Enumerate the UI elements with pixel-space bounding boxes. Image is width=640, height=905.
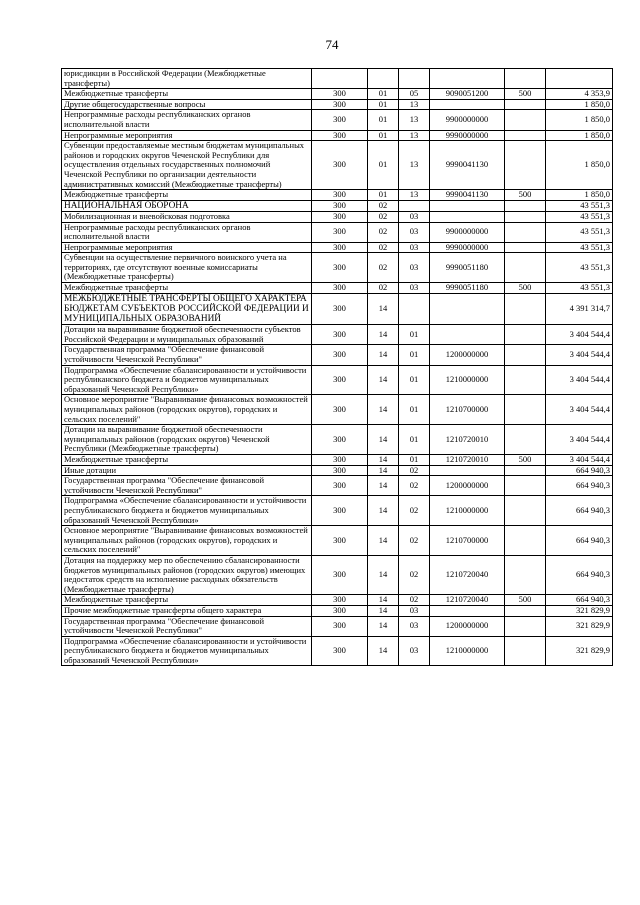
table-row [62, 130, 613, 141]
table-row [62, 89, 613, 100]
row-amount: 664 940,3 [546, 476, 613, 496]
row-target-article: 1210720010 [430, 425, 505, 455]
row-expense-type [505, 395, 546, 425]
table-row [62, 211, 613, 222]
row-name: Дотации на выравнивание бюджетной обеспеченности муниципальных районов (городских округов) Чеченской Республики (Межбюджетные трансферты) [62, 425, 312, 455]
table-row [62, 345, 613, 365]
row-section-code: 01 [368, 130, 399, 141]
row-expense-type [505, 141, 546, 190]
row-section-code: 14 [368, 605, 399, 616]
row-amount: 1 850,0 [546, 110, 613, 130]
row-ved-code: 300 [312, 190, 368, 201]
row-ved-code: 300 [312, 616, 368, 636]
row-section-code: 02 [368, 211, 399, 222]
row-subsection-code: 02 [399, 476, 430, 496]
row-subsection-code: 03 [399, 242, 430, 253]
row-section-code: 14 [368, 476, 399, 496]
table-row [62, 242, 613, 253]
row-target-article [430, 69, 505, 89]
row-expense-type [505, 476, 546, 496]
row-amount: 664 940,3 [546, 595, 613, 606]
row-ved-code: 300 [312, 455, 368, 466]
row-section-code: 14 [368, 526, 399, 556]
row-ved-code: 300 [312, 130, 368, 141]
row-name: Непрограммные мероприятия [62, 242, 312, 253]
row-name: Государственная программа "Обеспечение финансовой устойчивости Чеченской Республики" [62, 345, 312, 365]
row-expense-type: 500 [505, 190, 546, 201]
row-section-code: 14 [368, 595, 399, 606]
row-section-code: 02 [368, 200, 399, 211]
row-name: Основное мероприятие "Выравнивание финансовых возможностей муниципальных районов (городских округов), городских и сельских поселений" [62, 526, 312, 556]
row-subsection-code: 13 [399, 141, 430, 190]
row-target-article [430, 465, 505, 476]
row-section-code: 02 [368, 222, 399, 242]
row-amount: 43 551,3 [546, 200, 613, 211]
row-section-code: 14 [368, 496, 399, 526]
row-ved-code: 300 [312, 395, 368, 425]
row-ved-code: 300 [312, 110, 368, 130]
row-name: НАЦИОНАЛЬНАЯ ОБОРОНА [62, 200, 312, 211]
row-ved-code: 300 [312, 99, 368, 110]
row-section-code: 02 [368, 253, 399, 283]
row-target-article: 9900000000 [430, 110, 505, 130]
row-ved-code: 300 [312, 595, 368, 606]
row-ved-code: 300 [312, 636, 368, 666]
row-amount: 1 850,0 [546, 141, 613, 190]
row-name: Непрограммные расходы республиканских органов исполнительной власти [62, 222, 312, 242]
row-subsection-code: 13 [399, 190, 430, 201]
row-expense-type [505, 222, 546, 242]
row-subsection-code: 03 [399, 211, 430, 222]
row-section-code: 14 [368, 455, 399, 466]
row-name: Межбюджетные трансферты [62, 595, 312, 606]
row-ved-code: 300 [312, 211, 368, 222]
row-name: Подпрограмма «Обеспечение сбалансированности и устойчивости республиканского бюджета и бюджетов муниципальных образований Чеченской Республики» [62, 636, 312, 666]
table-row [62, 636, 613, 666]
row-expense-type [505, 200, 546, 211]
row-target-article: 1210000000 [430, 496, 505, 526]
row-ved-code: 300 [312, 242, 368, 253]
table-row [62, 595, 613, 606]
row-section-code: 01 [368, 141, 399, 190]
row-subsection-code [399, 69, 430, 89]
row-subsection-code: 02 [399, 555, 430, 594]
row-ved-code: 300 [312, 496, 368, 526]
row-expense-type: 500 [505, 89, 546, 100]
row-subsection-code: 03 [399, 222, 430, 242]
row-amount [546, 69, 613, 89]
row-section-code: 14 [368, 365, 399, 395]
row-section-code: 14 [368, 616, 399, 636]
row-subsection-code: 03 [399, 283, 430, 294]
row-target-article: 1210700000 [430, 526, 505, 556]
row-target-article: 1200000000 [430, 345, 505, 365]
row-amount: 43 551,3 [546, 283, 613, 294]
row-section-code [368, 69, 399, 89]
row-target-article: 1210000000 [430, 636, 505, 666]
row-section-code: 14 [368, 465, 399, 476]
row-amount: 3 404 544,4 [546, 345, 613, 365]
row-ved-code: 300 [312, 526, 368, 556]
row-name: Иные дотации [62, 465, 312, 476]
budget-table [61, 68, 613, 666]
row-expense-type [505, 526, 546, 556]
table-row [62, 222, 613, 242]
row-subsection-code: 03 [399, 253, 430, 283]
row-amount: 4 391 314,7 [546, 293, 613, 325]
budget-rows [62, 69, 613, 666]
row-amount: 664 940,3 [546, 496, 613, 526]
table-row [62, 141, 613, 190]
row-expense-type: 500 [505, 595, 546, 606]
row-ved-code: 300 [312, 89, 368, 100]
row-subsection-code: 01 [399, 425, 430, 455]
row-ved-code: 300 [312, 345, 368, 365]
row-subsection-code: 01 [399, 345, 430, 365]
row-amount: 4 353,9 [546, 89, 613, 100]
row-subsection-code: 03 [399, 605, 430, 616]
row-target-article: 9990051180 [430, 283, 505, 294]
row-ved-code: 300 [312, 200, 368, 211]
row-section-code: 14 [368, 395, 399, 425]
row-amount: 1 850,0 [546, 130, 613, 141]
row-ved-code: 300 [312, 222, 368, 242]
row-ved-code: 300 [312, 476, 368, 496]
row-name: Мобилизационная и вневойсковая подготовка [62, 211, 312, 222]
row-expense-type [505, 69, 546, 89]
row-expense-type [505, 616, 546, 636]
row-target-article: 1200000000 [430, 616, 505, 636]
row-expense-type [505, 555, 546, 594]
row-amount: 1 850,0 [546, 190, 613, 201]
row-ved-code: 300 [312, 605, 368, 616]
row-amount: 3 404 544,4 [546, 395, 613, 425]
row-expense-type [505, 605, 546, 616]
table-row [62, 283, 613, 294]
row-expense-type [505, 211, 546, 222]
row-amount: 43 551,3 [546, 242, 613, 253]
row-name: Основное мероприятие "Выравнивание финансовых возможностей муниципальных районов (городских округов), городских и сельских поселений" [62, 395, 312, 425]
row-amount: 43 551,3 [546, 222, 613, 242]
table-row [62, 110, 613, 130]
table-row [62, 365, 613, 395]
row-amount: 1 850,0 [546, 99, 613, 110]
page-number: 74 [325, 37, 339, 52]
row-subsection-code [399, 200, 430, 211]
row-name: Подпрограмма «Обеспечение сбалансированности и устойчивости республиканского бюджета и бюджетов муниципальных образований Чеченской Республики» [62, 365, 312, 395]
row-amount: 664 940,3 [546, 555, 613, 594]
row-expense-type [505, 242, 546, 253]
row-section-code: 01 [368, 190, 399, 201]
table-row [62, 190, 613, 201]
table-row [62, 616, 613, 636]
row-amount: 321 829,9 [546, 605, 613, 616]
row-target-article: 9990000000 [430, 130, 505, 141]
table-row [62, 526, 613, 556]
row-section-code: 02 [368, 283, 399, 294]
row-section-code: 14 [368, 293, 399, 325]
row-subsection-code: 01 [399, 325, 430, 345]
row-target-article: 9990051180 [430, 253, 505, 283]
table-row [62, 555, 613, 594]
row-name: Государственная программа "Обеспечение финансовой устойчивости Чеченской Республики" [62, 476, 312, 496]
row-subsection-code: 05 [399, 89, 430, 100]
table-row [62, 395, 613, 425]
row-expense-type [505, 130, 546, 141]
row-expense-type [505, 325, 546, 345]
row-target-article: 9090051200 [430, 89, 505, 100]
row-name: Межбюджетные трансферты [62, 89, 312, 100]
row-target-article [430, 211, 505, 222]
row-expense-type [505, 465, 546, 476]
row-amount: 3 404 544,4 [546, 455, 613, 466]
row-target-article: 1210720040 [430, 555, 505, 594]
table-row [62, 293, 613, 325]
row-section-code: 01 [368, 89, 399, 100]
table-row [62, 455, 613, 466]
table-row [62, 200, 613, 211]
table-row [62, 325, 613, 345]
row-name: Другие общегосударственные вопросы [62, 99, 312, 110]
row-amount: 43 551,3 [546, 253, 613, 283]
row-section-code: 02 [368, 242, 399, 253]
row-ved-code: 300 [312, 425, 368, 455]
row-target-article: 9990041130 [430, 141, 505, 190]
row-ved-code: 300 [312, 253, 368, 283]
row-target-article [430, 325, 505, 345]
row-name: Непрограммные расходы республиканских органов исполнительной власти [62, 110, 312, 130]
row-section-code: 14 [368, 636, 399, 666]
row-subsection-code [399, 293, 430, 325]
row-expense-type: 500 [505, 455, 546, 466]
row-target-article [430, 605, 505, 616]
row-name: Подпрограмма «Обеспечение сбалансированности и устойчивости республиканского бюджета и бюджетов муниципальных образований Чеченской Республики» [62, 496, 312, 526]
row-ved-code: 300 [312, 555, 368, 594]
row-amount: 3 404 544,4 [546, 325, 613, 345]
row-amount: 3 404 544,4 [546, 365, 613, 395]
row-name: Прочие межбюджетные трансферты общего характера [62, 605, 312, 616]
row-ved-code: 300 [312, 293, 368, 325]
row-section-code: 14 [368, 555, 399, 594]
row-expense-type [505, 636, 546, 666]
row-ved-code: 300 [312, 325, 368, 345]
row-target-article: 9990000000 [430, 242, 505, 253]
row-expense-type [505, 365, 546, 395]
row-subsection-code: 02 [399, 526, 430, 556]
row-name: Дотации на выравнивание бюджетной обеспеченности субъектов Российской Федерации и муниципальных образований [62, 325, 312, 345]
table-row [62, 69, 613, 89]
row-name: Дотация на поддержку мер по обеспечению сбалансированности бюджетов муниципальных районов (городских округов) имеющих недостаток средств на исполнение расходных обязательств (Межбюджетные трансферты) [62, 555, 312, 594]
row-expense-type [505, 99, 546, 110]
row-subsection-code: 01 [399, 395, 430, 425]
row-expense-type [505, 110, 546, 130]
row-target-article [430, 200, 505, 211]
table-row [62, 465, 613, 476]
table-row [62, 476, 613, 496]
row-subsection-code: 02 [399, 496, 430, 526]
row-ved-code: 300 [312, 283, 368, 294]
row-target-article: 1200000000 [430, 476, 505, 496]
row-amount: 321 829,9 [546, 636, 613, 666]
row-target-article: 9900000000 [430, 222, 505, 242]
row-expense-type [505, 253, 546, 283]
row-subsection-code: 02 [399, 465, 430, 476]
row-ved-code: 300 [312, 465, 368, 476]
row-section-code: 01 [368, 110, 399, 130]
row-name: юрисдикции в Российской Федерации (Межбюджетные трансферты) [62, 69, 312, 89]
row-name: МЕЖБЮДЖЕТНЫЕ ТРАНСФЕРТЫ ОБЩЕГО ХАРАКТЕРА БЮДЖЕТАМ СУБЪЕКТОВ РОССИЙСКОЙ ФЕДЕРАЦИИ И МУНИЦИПАЛЬНЫХ ОБРАЗОВАНИЙ [62, 293, 312, 325]
row-subsection-code: 13 [399, 130, 430, 141]
row-subsection-code: 13 [399, 110, 430, 130]
table-row [62, 496, 613, 526]
table-row [62, 425, 613, 455]
row-subsection-code: 03 [399, 636, 430, 666]
row-target-article [430, 293, 505, 325]
row-ved-code: 300 [312, 141, 368, 190]
row-section-code: 14 [368, 345, 399, 365]
row-name: Межбюджетные трансферты [62, 455, 312, 466]
row-expense-type [505, 496, 546, 526]
row-section-code: 01 [368, 99, 399, 110]
row-target-article [430, 99, 505, 110]
row-amount: 3 404 544,4 [546, 425, 613, 455]
row-section-code: 14 [368, 425, 399, 455]
row-ved-code: 300 [312, 365, 368, 395]
row-name: Субвенции на осуществление первичного воинского учета на территориях, где отсутствуют военные комиссариаты (Межбюджетные трансферты) [62, 253, 312, 283]
row-subsection-code: 03 [399, 616, 430, 636]
row-name: Субвенции предоставляемые местным бюджетам муниципальных районов и городских округов Чеченской Республики для осуществления отдельных государственных полномочий Чеченской Республики по организации деятельности административных комиссий (Межбюджетные трансферты) [62, 141, 312, 190]
table-row [62, 605, 613, 616]
row-amount: 664 940,3 [546, 465, 613, 476]
row-expense-type: 500 [505, 283, 546, 294]
row-target-article: 1210000000 [430, 365, 505, 395]
row-name: Межбюджетные трансферты [62, 190, 312, 201]
row-name: Непрограммные мероприятия [62, 130, 312, 141]
row-subsection-code: 02 [399, 595, 430, 606]
row-amount: 43 551,3 [546, 211, 613, 222]
row-expense-type [505, 425, 546, 455]
row-subsection-code: 13 [399, 99, 430, 110]
row-target-article: 9990041130 [430, 190, 505, 201]
row-target-article: 1210720010 [430, 455, 505, 466]
row-subsection-code: 01 [399, 455, 430, 466]
row-amount: 664 940,3 [546, 526, 613, 556]
row-expense-type [505, 293, 546, 325]
row-section-code: 14 [368, 325, 399, 345]
row-subsection-code: 01 [399, 365, 430, 395]
row-name: Межбюджетные трансферты [62, 283, 312, 294]
table-row [62, 99, 613, 110]
row-expense-type [505, 345, 546, 365]
row-name: Государственная программа "Обеспечение финансовой устойчивости Чеченской Республики" [62, 616, 312, 636]
row-ved-code [312, 69, 368, 89]
row-target-article: 1210720040 [430, 595, 505, 606]
row-target-article: 1210700000 [430, 395, 505, 425]
row-amount: 321 829,9 [546, 616, 613, 636]
table-row [62, 253, 613, 283]
